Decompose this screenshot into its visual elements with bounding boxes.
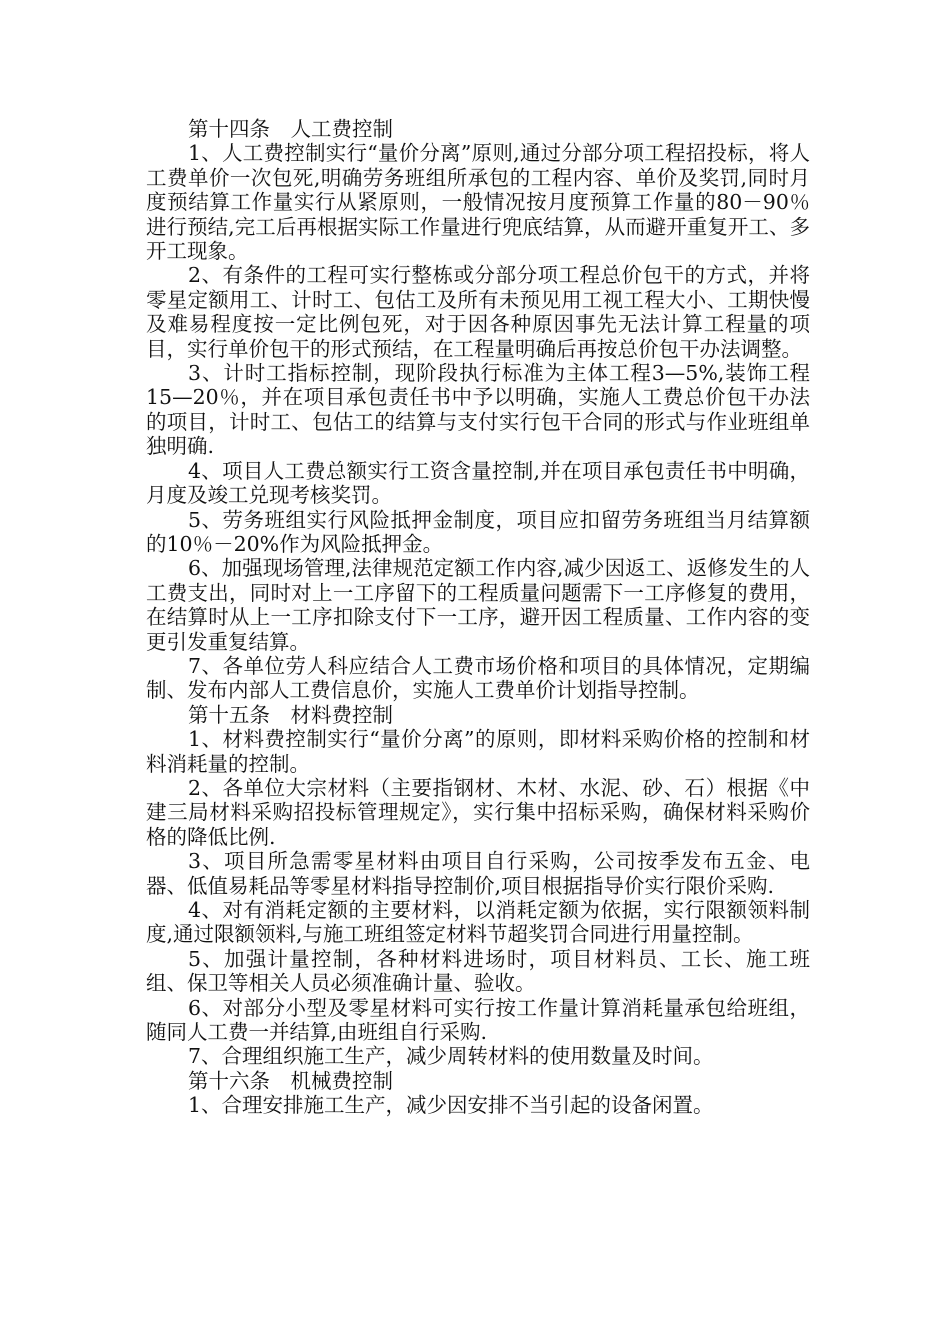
section-article-15 bbox=[146, 703, 810, 1069]
paragraph: 6、加强现场管理,法律规范定额工作内容,减少因返工、返修发生的人工费支出，同时对上一工序留下的工程质量问题需下一工序修复的费用，在结算时从上一工序扣除支付下一工序，避开因工程质量、工作内容的变更引发重复结算。 bbox=[146, 556, 810, 654]
paragraph: 5、劳务班组实行风险抵押金制度，项目应扣留劳务班组当月结算额的10％－20%作为风险抵押金。 bbox=[146, 507, 810, 556]
paragraph: 2、各单位大宗材料（主要指钢材、木材、水泥、砂、石）根据《中建三局材料采购招投标管理规定》，实行集中招标采购，确保材料采购价格的降低比例. bbox=[146, 775, 810, 849]
paragraph: 7、合理组织施工生产，减少周转材料的使用数量及时间。 bbox=[188, 1044, 714, 1069]
section-heading: 第十五条 材料费控制 bbox=[188, 702, 393, 727]
paragraph: 3、项目所急需零星材料由项目自行采购，公司按季发布五金、电器、低值易耗品等零星材料指导控制价,项目根据指导价实行限价采购. bbox=[146, 849, 810, 898]
paragraph: 7、各单位劳人科应结合人工费市场价格和项目的具体情况，定期编制、发布内部人工费信息价，实施人工费单价计划指导控制。 bbox=[146, 653, 810, 703]
section-article-14 bbox=[146, 117, 810, 703]
paragraph: 1、材料费控制实行“量价分离”的原则，即材料采购价格的控制和材料消耗量的控制。 bbox=[146, 727, 810, 776]
paragraph: 1、合理安排施工生产，减少因安排不当引起的设备闲置。 bbox=[188, 1093, 714, 1118]
paragraph: 3、计时工指标控制，现阶段执行标准为主体工程3—5%,装饰工程15—20％，并在项目承包责任书中予以明确，实施人工费总价包干办法的项目，计时工、包估工的结算与支付实行包干合同的形式与作业班组单独明确. bbox=[146, 361, 810, 459]
document-page bbox=[146, 117, 810, 1118]
section-article-16 bbox=[146, 1069, 810, 1118]
section-heading: 第十四条 人工费控制 bbox=[188, 117, 393, 141]
section-heading: 第十六条 机械费控制 bbox=[188, 1068, 393, 1093]
paragraph: 1、人工费控制实行“量价分离”原则,通过分部分项工程招投标，将人工费单价一次包死,明确劳务班组所承包的工程内容、单价及奖罚,同时月度预结算工作量实行从紧原则，一般情况按月度预算工作量的80－90％进行预结,完工后再根据实际工作量进行兜底结算，从而避开重复开工、多开工现象。 bbox=[146, 141, 810, 264]
paragraph: 5、加强计量控制，各种材料进场时，项目材料员、工长、施工班组、保卫等相关人员必须准确计量、验收。 bbox=[146, 946, 810, 996]
paragraph: 2、有条件的工程可实行整栋或分部分项工程总价包干的方式，并将零星定额用工、计时工、包估工及所有未预见用工视工程大小、工期快慢及难易程度按一定比例包死，对于因各种原因事先无法计算工程量的项目，实行单价包干的形式预结，在工程量明确后再按总价包干办法调整。 bbox=[146, 263, 810, 361]
paragraph: 4、项目人工费总额实行工资含量控制,并在项目承包责任书中明确，月度及竣工兑现考核奖罚。 bbox=[146, 458, 810, 508]
paragraph: 6、对部分小型及零星材料可实行按工作量计算消耗量承包给班组，随同人工费一并结算,由班组自行采购. bbox=[146, 995, 810, 1045]
paragraph: 4、对有消耗定额的主要材料，以消耗定额为依据，实行限额领料制度,通过限额领料,与施工班组签定材料节超奖罚合同进行用量控制。 bbox=[146, 898, 810, 947]
